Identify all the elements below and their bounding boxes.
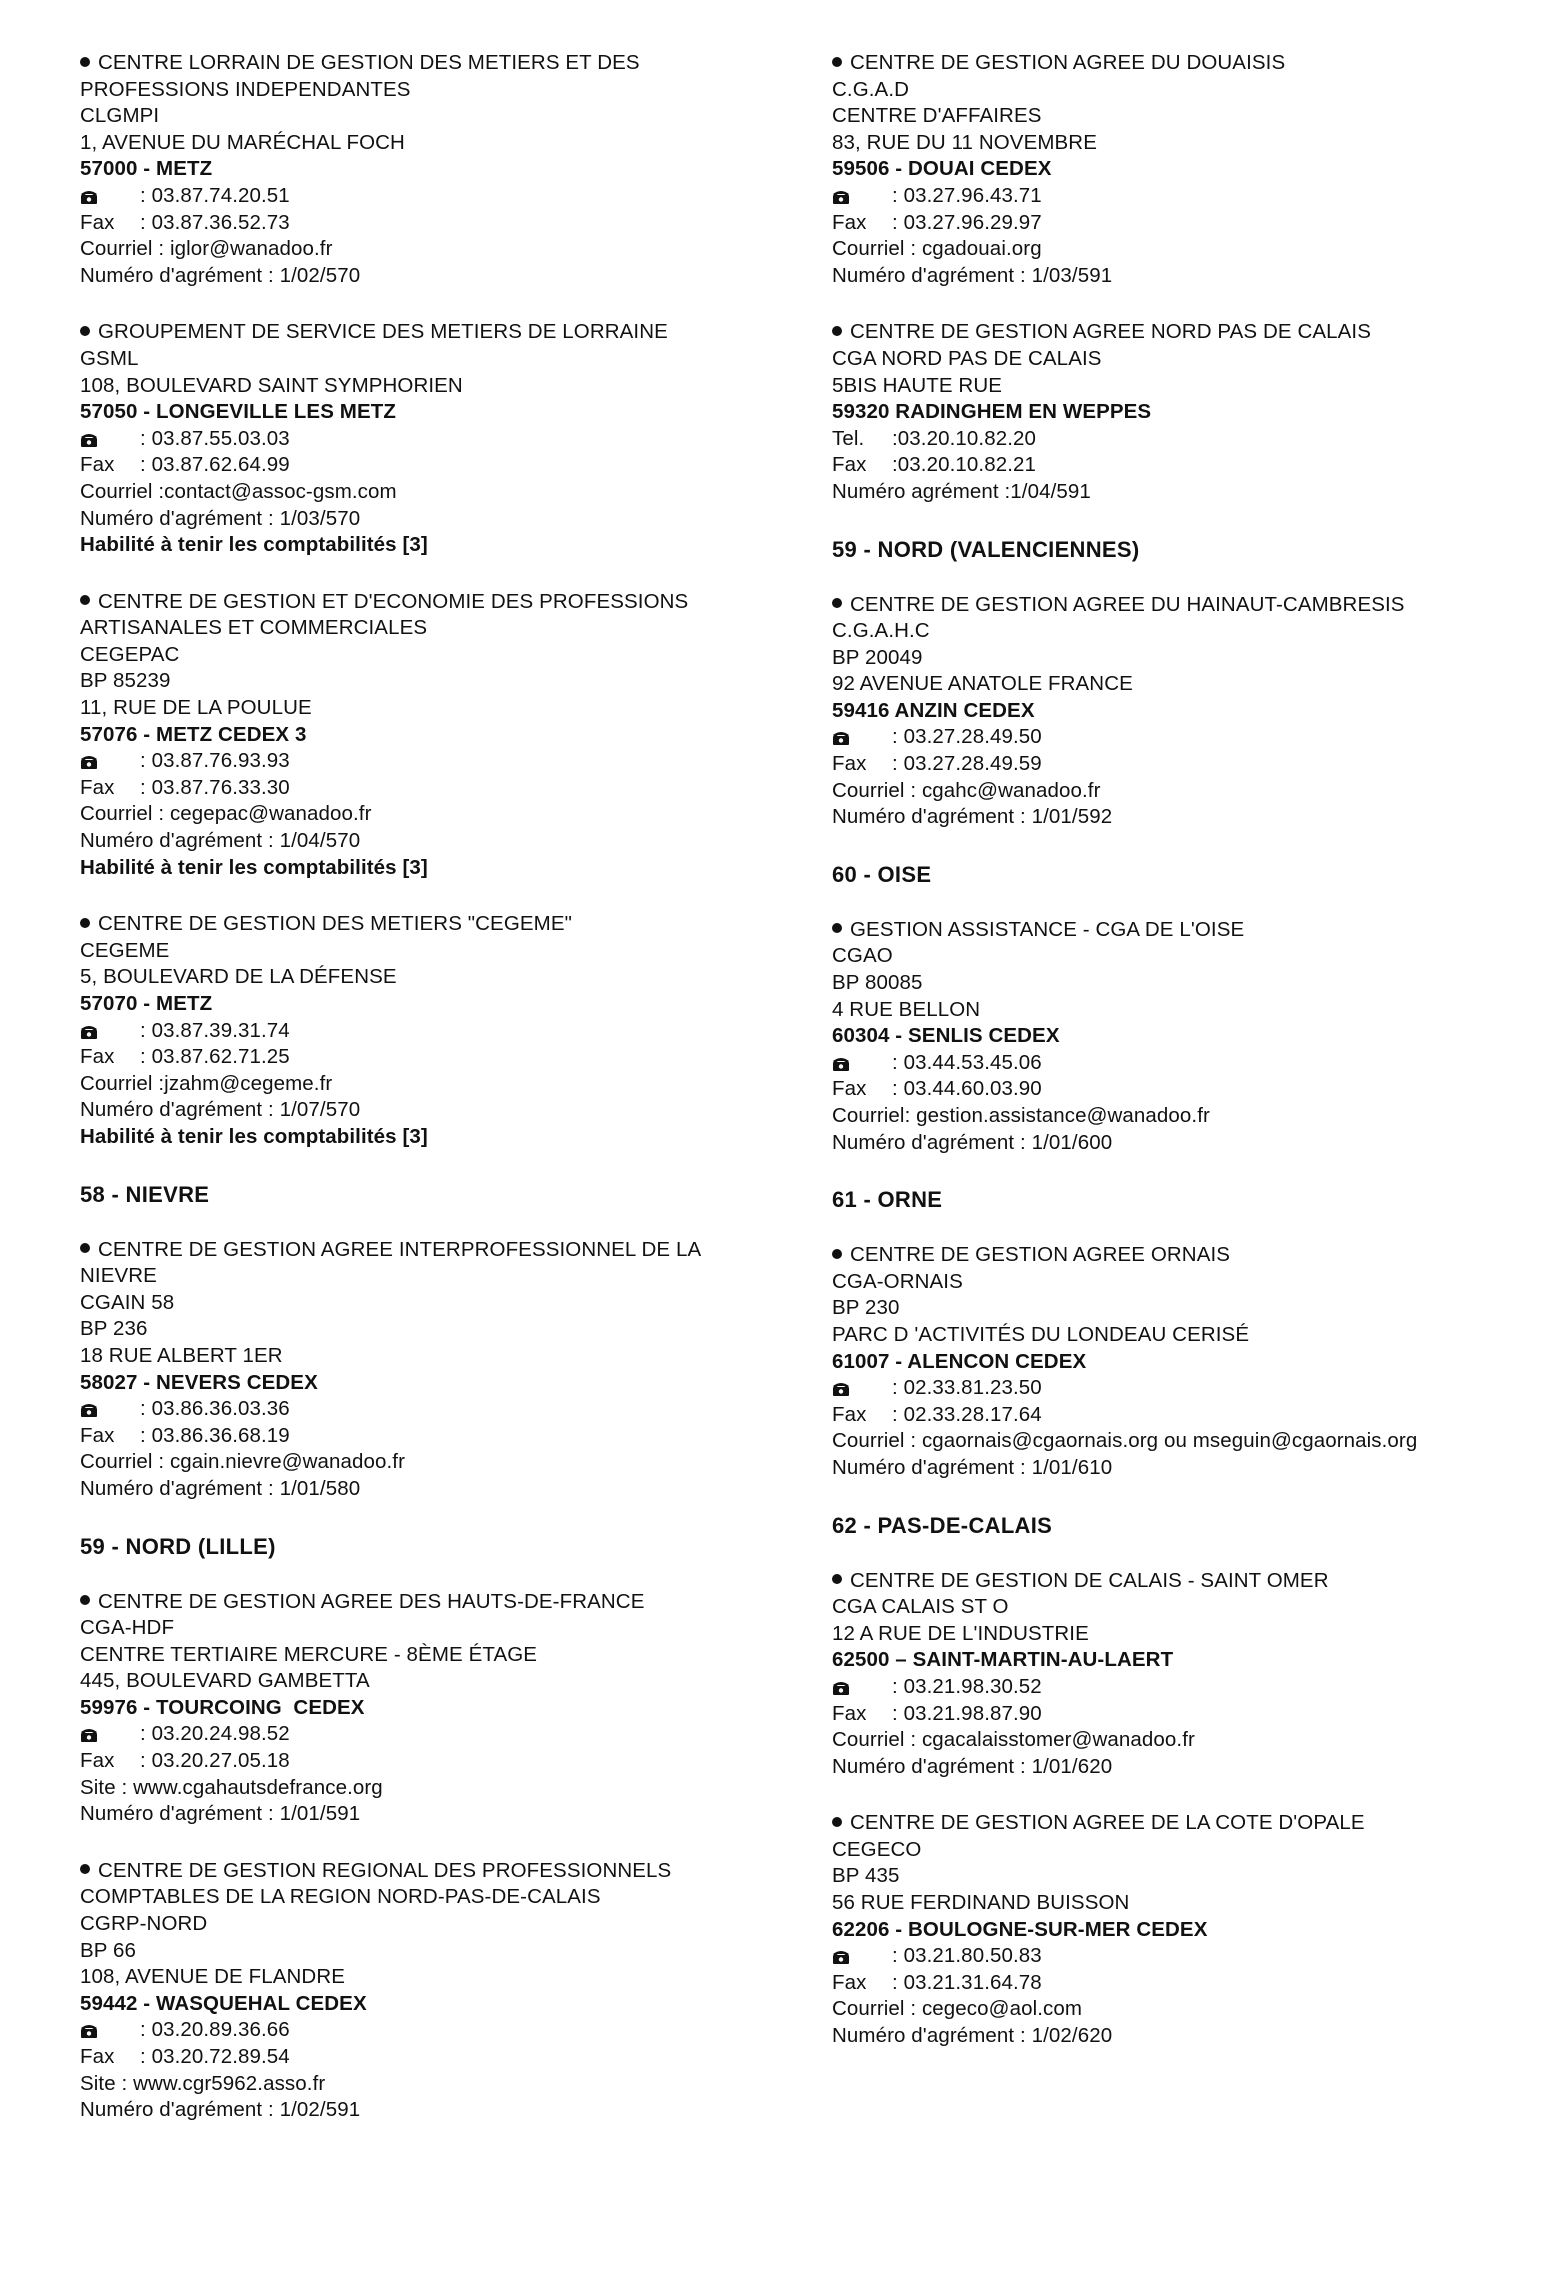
field-label: Fax [832, 752, 867, 776]
phone-number: : 03.87.39.31.74 [140, 1018, 290, 1042]
entry-line: PARC D 'ACTIVITÉS DU LONDEAU CERISÉ [832, 1322, 1250, 1346]
entry-name-text: CENTRE DE GESTION DES METIERS "CEGEME" [98, 912, 572, 936]
entry-name-text: CENTRE LORRAIN DE GESTION DES METIERS ET DES PROFESSIONS INDEPENDANTES [80, 51, 646, 101]
entry-name-text: GESTION ASSISTANCE - CGA DE L'OISE [850, 917, 1245, 941]
field-label: Fax [832, 210, 867, 234]
entry-line: Numéro d'agrément : 1/01/592 [832, 805, 1113, 829]
directory-entry [80, 50, 780, 289]
field-value: : 03.20.27.05.18 [140, 1749, 290, 1773]
directory-entry [832, 319, 1532, 505]
phone-number: : 03.20.24.98.52 [140, 1722, 290, 1746]
field-value: :03.20.10.82.20 [892, 426, 1036, 450]
entry-line: CGA-ORNAIS [832, 1269, 963, 1293]
fax-line [832, 1402, 1532, 1429]
entry-line: 5, BOULEVARD DE LA DÉFENSE [80, 965, 397, 989]
entry-line: 108, BOULEVARD SAINT SYMPHORIEN [80, 373, 463, 397]
phone-line [832, 1050, 1532, 1077]
entry-line: CEGEPAC [80, 642, 180, 666]
field-value: :03.20.10.82.21 [892, 453, 1036, 477]
entry-line: CENTRE D'AFFAIRES [832, 104, 1042, 128]
phone-icon [832, 1050, 892, 1077]
phone-icon [832, 1674, 892, 1701]
entry-highlight-line: 57050 - LONGEVILLE LES METZ [80, 400, 396, 424]
entry-name [832, 50, 1532, 77]
entry-line: 1, AVENUE DU MARÉCHAL FOCH [80, 130, 405, 154]
phone-icon [80, 2017, 140, 2044]
entry-line: CGA CALAIS ST O [832, 1595, 1009, 1619]
phone-line [832, 1375, 1532, 1402]
field-label: Fax [80, 2045, 115, 2068]
entry-line: Courriel : cgaornais@cgaornais.org ou mseguin@cgaornais.org [832, 1429, 1418, 1453]
field-label: Fax [80, 453, 115, 477]
entry-line: Numéro d'agrément : 1/02/570 [80, 263, 361, 287]
entry-name [80, 50, 780, 103]
field-value: : 03.44.60.03.90 [892, 1077, 1042, 1101]
fax-line [80, 775, 780, 802]
bullet-icon [832, 326, 842, 336]
entry-line: Numéro d'agrément : 1/02/620 [832, 2024, 1113, 2048]
bullet-icon [80, 1595, 90, 1605]
entry-line: Courriel : cgahc@wanadoo.fr [832, 778, 1101, 802]
entry-name [80, 1589, 780, 1616]
phone-number: : 03.87.74.20.51 [140, 183, 290, 207]
entry-line: Courriel : cgacalaisstomer@wanadoo.fr [832, 1728, 1195, 1752]
phone-line [832, 1943, 1532, 1970]
directory-entry [832, 1810, 1532, 2049]
entry-highlight-line: Habilité à tenir les comptabilités [3] [80, 1124, 428, 1148]
entry-highlight-line: 59320 RADINGHEM EN WEPPES [832, 400, 1152, 424]
directory-entry [80, 319, 780, 558]
entry-line: C.G.A.D [832, 77, 910, 101]
bullet-icon [80, 326, 90, 336]
entry-line: Courriel : cegepac@wanadoo.fr [80, 802, 372, 826]
entry-line: 11, RUE DE LA POULUE [80, 696, 312, 720]
entry-line: Numéro d'agrément : 1/04/570 [80, 829, 361, 853]
phone-line [80, 1018, 780, 1045]
entry-name-text: CENTRE DE GESTION AGREE DU HAINAUT-CAMBRESIS [850, 592, 1405, 616]
phone-number: : 02.33.81.23.50 [892, 1376, 1042, 1400]
entry-line: Site : www.cgr5962.asso.fr [80, 2071, 326, 2095]
entry-name-text: CENTRE DE GESTION AGREE ORNAIS [850, 1243, 1231, 1267]
entry-line: Numéro d'agrément : 1/03/570 [80, 506, 361, 530]
directory-entry [80, 589, 780, 882]
entry-line: BP 230 [832, 1296, 900, 1320]
entry-line: Numéro d'agrément : 1/01/580 [80, 1476, 361, 1500]
entry-line: CGA NORD PAS DE CALAIS [832, 346, 1102, 370]
field-label: Fax [832, 1970, 867, 1994]
phone-line [80, 1721, 780, 1748]
bullet-icon [832, 1249, 842, 1259]
entry-line: CENTRE TERTIAIRE MERCURE - 8ÈME ÉTAGE [80, 1642, 538, 1666]
entry-line: BP 80085 [832, 971, 923, 995]
field-value: : 02.33.28.17.64 [892, 1402, 1042, 1426]
entry-line: 445, BOULEVARD GAMBETTA [80, 1669, 370, 1693]
phone-number: : 03.21.80.50.83 [892, 1944, 1042, 1968]
entry-line: Numéro d'agrément : 1/01/620 [832, 1754, 1113, 1778]
entry-name [80, 319, 780, 346]
fax-line [832, 1076, 1532, 1103]
directory-entry [832, 1242, 1532, 1481]
entry-line: 83, RUE DU 11 NOVEMBRE [832, 130, 1097, 154]
entry-highlight-line: 60304 - SENLIS CEDEX [832, 1024, 1060, 1048]
entry-line: BP 66 [80, 1938, 136, 1962]
entry-line: BP 85239 [80, 669, 171, 693]
phone-icon [832, 183, 892, 210]
bullet-icon [832, 1817, 842, 1827]
entry-name [832, 319, 1532, 346]
fax-line [832, 210, 1532, 237]
entry-name-text: CENTRE DE GESTION DE CALAIS - SAINT OMER [850, 1568, 1329, 1592]
right-column [832, 50, 1532, 2080]
phone-number: : 03.27.28.49.50 [892, 725, 1042, 749]
phone-line [80, 748, 780, 775]
fax-line [832, 1970, 1532, 1997]
phone-number: : 03.44.53.45.06 [892, 1050, 1042, 1074]
entry-highlight-line: 57070 - METZ [80, 992, 213, 1015]
field-label: Fax [832, 1701, 867, 1725]
directory-entry [832, 917, 1532, 1156]
entry-name [832, 1810, 1532, 1837]
fax-line [80, 1423, 780, 1450]
bullet-icon [832, 598, 842, 608]
entry-highlight-line: 59442 - WASQUEHAL CEDEX [80, 1991, 367, 2015]
entry-line: Numéro d'agrément : 1/01/600 [832, 1130, 1113, 1154]
field-value: : 03.87.62.71.25 [140, 1045, 290, 1069]
phone-icon [80, 1018, 140, 1045]
entry-name [80, 1858, 780, 1911]
field-value: : 03.21.98.87.90 [892, 1701, 1042, 1725]
fax-line [832, 751, 1532, 778]
entry-line: CGRP-NORD [80, 1912, 208, 1936]
left-column [80, 50, 780, 2154]
entry-name [832, 1242, 1532, 1269]
phone-number: : 03.27.96.43.71 [892, 183, 1042, 207]
field-value: : 03.87.36.52.73 [140, 210, 290, 234]
bullet-icon [80, 595, 90, 605]
entry-highlight-line: Habilité à tenir les comptabilités [3] [80, 533, 428, 557]
field-label: Fax [80, 1045, 115, 1069]
phone-number: : 03.86.36.03.36 [140, 1397, 290, 1421]
entry-line: Site : www.cgahautsdefrance.org [80, 1775, 383, 1799]
section-heading: 62 - PAS-DE-CALAIS [832, 1512, 1053, 1538]
field-label: Fax [832, 453, 867, 477]
directory-entry [80, 1858, 780, 2124]
section-heading: 59 - NORD (LILLE) [80, 1533, 276, 1559]
entry-line: Courriel: gestion.assistance@wanadoo.fr [832, 1104, 1210, 1127]
phone-line [80, 426, 780, 453]
phone-line [832, 1674, 1532, 1701]
phone-line [832, 724, 1532, 751]
entry-line: 12 A RUE DE L'INDUSTRIE [832, 1621, 1089, 1645]
entry-line: 92 AVENUE ANATOLE FRANCE [832, 672, 1133, 696]
entry-highlight-line: 61007 - ALENCON CEDEX [832, 1349, 1087, 1373]
entry-line: 56 RUE FERDINAND BUISSON [832, 1891, 1130, 1915]
entry-highlight-line: 57076 - METZ CEDEX 3 [80, 722, 307, 746]
phone-line [80, 2017, 780, 2044]
phone-icon [80, 183, 140, 210]
directory-entry [832, 592, 1532, 831]
phone-icon [832, 1375, 892, 1402]
entry-line: Courriel : iglor@wanadoo.fr [80, 237, 333, 261]
phone-icon [80, 1721, 140, 1748]
entry-line: Courriel : cgain.nievre@wanadoo.fr [80, 1450, 406, 1474]
fax-line [832, 452, 1532, 479]
entry-line: CGAO [832, 944, 893, 968]
entry-name-text: CENTRE DE GESTION REGIONAL DES PROFESSIONNELS COMPTABLES DE LA REGION NORD-PAS-DE-CALAIS [80, 1858, 678, 1909]
entry-highlight-line: 59416 ANZIN CEDEX [832, 698, 1035, 722]
field-value: : 03.27.28.49.59 [892, 752, 1042, 776]
section-heading: 59 - NORD (VALENCIENNES) [832, 536, 1140, 562]
bullet-icon [832, 923, 842, 933]
field-label: Fax [80, 1749, 115, 1773]
field-label: Fax [80, 210, 115, 234]
entry-name [832, 1568, 1532, 1595]
entry-line: Numéro d'agrément : 1/01/610 [832, 1455, 1113, 1479]
entry-line: CEGECO [832, 1837, 922, 1861]
entry-line: Courriel :jzahm@cegeme.fr [80, 1071, 333, 1095]
entry-line: 108, AVENUE DE FLANDRE [80, 1965, 345, 1989]
entry-line: Numéro d'agrément : 1/03/591 [832, 263, 1113, 287]
entry-highlight-line: 59506 - DOUAI CEDEX [832, 157, 1052, 181]
phone-icon [832, 1943, 892, 1970]
fax-line [80, 452, 780, 479]
entry-line: 4 RUE BELLON [832, 997, 981, 1021]
bullet-icon [832, 57, 842, 67]
fax-line [80, 1748, 780, 1775]
phone-number: : 03.20.89.36.66 [140, 2018, 290, 2042]
entry-highlight-line: 57000 - METZ [80, 157, 213, 181]
phone-line [80, 183, 780, 210]
section-heading: 60 - OISE [832, 861, 932, 887]
entry-name [80, 911, 780, 938]
entry-line: BP 435 [832, 1864, 900, 1888]
entry-line: Numéro d'agrément : 1/01/591 [80, 1802, 361, 1826]
entry-name [80, 589, 780, 642]
phone-line [80, 1396, 780, 1423]
phone-icon [80, 748, 140, 775]
bullet-icon [80, 1243, 90, 1253]
entry-name-text: CENTRE DE GESTION AGREE DU DOUAISIS [850, 51, 1286, 74]
field-label: Tel. [832, 426, 865, 450]
fax-line [80, 1044, 780, 1071]
bullet-icon [80, 1864, 90, 1874]
directory-entry [832, 1568, 1532, 1781]
section-heading: 58 - NIEVRE [80, 1181, 210, 1207]
directory-entry [832, 50, 1532, 289]
field-value: : 03.86.36.68.19 [140, 1423, 290, 1447]
entry-name [80, 1237, 780, 1290]
entry-line: BP 236 [80, 1317, 148, 1341]
directory-entry [80, 911, 780, 1150]
entry-line: Courriel :contact@assoc-gsm.com [80, 479, 397, 503]
entry-highlight-line: 59976 - TOURCOING CEDEX [80, 1695, 365, 1719]
phone-number: : 03.21.98.30.52 [892, 1674, 1042, 1698]
phone-line [832, 183, 1532, 210]
field-label: Fax [80, 1423, 115, 1447]
phone-icon [80, 1396, 140, 1423]
bullet-icon [832, 1574, 842, 1584]
field-value: : 03.20.72.89.54 [140, 2045, 290, 2068]
field-label: Fax [832, 1077, 867, 1101]
entry-line: CGAIN 58 [80, 1290, 175, 1314]
directory-entry [80, 1589, 780, 1828]
bullet-icon [80, 57, 90, 67]
entry-line: Courriel : cegeco@aol.com [832, 1997, 1083, 2021]
phone-icon [832, 724, 892, 751]
entry-highlight-line: 62206 - BOULOGNE-SUR-MER CEDEX [832, 1917, 1208, 1941]
entry-line: 5BIS HAUTE RUE [832, 373, 1002, 397]
entry-name [832, 917, 1532, 944]
entry-highlight-line: 62500 – SAINT-MARTIN-AU-LAERT [832, 1648, 1174, 1672]
entry-line: Numéro d'agrément : 1/07/570 [80, 1098, 361, 1122]
entry-name-text: GROUPEMENT DE SERVICE DES METIERS DE LORRAINE [98, 320, 668, 344]
entry-name-text: CENTRE DE GESTION ET D'ECONOMIE DES PROFESSIONS ARTISANALES ET COMMERCIALES [80, 589, 693, 640]
directory-entry [80, 1237, 780, 1503]
entry-line: GSML [80, 346, 139, 370]
entry-highlight-line: Habilité à tenir les comptabilités [3] [80, 855, 428, 879]
entry-name-text: CENTRE DE GESTION AGREE DE LA COTE D'OPALE [850, 1811, 1365, 1835]
phone-number: : 03.87.76.93.93 [140, 749, 290, 773]
bullet-icon [80, 918, 90, 928]
entry-name-text: CENTRE DE GESTION AGREE DES HAUTS-DE-FRANCE [98, 1589, 645, 1613]
entry-line: CLGMPI [80, 104, 160, 128]
entry-highlight-line: 58027 - NEVERS CEDEX [80, 1370, 318, 1394]
entry-name [832, 592, 1532, 619]
phone-icon [80, 426, 140, 453]
section-heading: 61 - ORNE [832, 1187, 943, 1213]
tel-line [832, 426, 1532, 453]
entry-line: Courriel : cgadouai.org [832, 237, 1042, 261]
phone-number: : 03.87.55.03.03 [140, 426, 290, 450]
entry-line: CGA-HDF [80, 1616, 175, 1640]
entry-line: 18 RUE ALBERT 1ER [80, 1343, 283, 1367]
entry-line: C.G.A.H.C [832, 619, 930, 643]
fax-line [832, 1701, 1532, 1728]
entry-line: CEGEME [80, 938, 170, 962]
entry-name-text: CENTRE DE GESTION AGREE INTERPROFESSIONNEL DE LA NIEVRE [80, 1237, 706, 1288]
field-value: : 03.87.62.64.99 [140, 453, 290, 477]
field-value: : 03.87.76.33.30 [140, 775, 290, 799]
entry-line: Numéro d'agrément : 1/02/591 [80, 2098, 361, 2122]
field-label: Fax [80, 775, 115, 799]
fax-line [80, 2044, 780, 2071]
field-label: Fax [832, 1402, 867, 1426]
entry-line: BP 20049 [832, 645, 923, 669]
entry-name-text: CENTRE DE GESTION AGREE NORD PAS DE CALAIS [850, 320, 1371, 344]
field-value: : 03.21.31.64.78 [892, 1970, 1042, 1994]
entry-line: Numéro agrément :1/04/591 [832, 479, 1091, 503]
field-value: : 03.27.96.29.97 [892, 210, 1042, 234]
fax-line [80, 210, 780, 237]
